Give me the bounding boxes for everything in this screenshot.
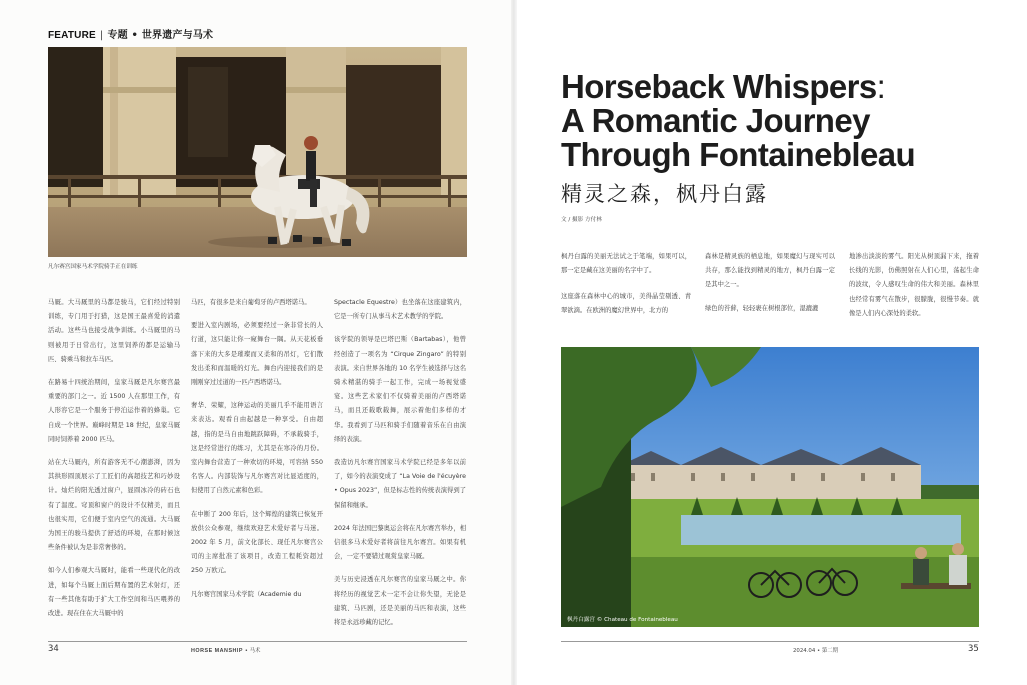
byline: 文 / 摄影 方付林 — [561, 217, 602, 223]
paragraph: 在中断了 200 年后，这个辉煌的建筑已恢复开放供公众参观，继续欢迎艺术爱好者与马迷。2002 年 5 月，前文化部长、现任凡尔赛宫公司的主席批准了该项目，改造工程耗资超过 250 万欧元。 — [191, 510, 323, 575]
body-column-4-continued — [561, 290, 691, 327]
paragraph: 该学院的领导是巴塔巴斯（Bartabas），他曾经创造了一项名为 “Cirque Zingaro” 的特别表演。来自世界各地的 10 名学生被选择与这名骑术精湛的骑手一起工作，完成一场视觉盛宴。这些艺术家们不仅骑着美丽的卢西塔诺马，而且还载歌载舞，展示着他们多样的才华。我看到了马匹和骑手们随着音乐在自由演绎的表演。 — [334, 336, 466, 443]
footer-rule-right — [561, 641, 979, 642]
page-gutter — [511, 0, 517, 685]
paragraph: 马匹，有很多是来自葡萄牙的卢西塔诺马。 — [191, 299, 311, 306]
paragraph: 枫丹白露的美丽无法试之于笔端，如果可以，那一定是藏在这美丽的名字中了。 — [561, 253, 691, 275]
paragraph: 2024 年法国巴黎奥运会将在凡尔赛宫举办，相信很多马术爱好者将前往凡尔赛宫。如果有机会，一定不要错过观赏皇家马厩。 — [334, 524, 466, 561]
page-number-right: 35 — [968, 644, 979, 654]
title-line-2: A Romantic Journey — [561, 102, 870, 139]
title-line-3: Through Fontainebleau — [561, 136, 916, 173]
paragraph: 森林是精灵族的栖息地，如果魔幻与现实可以共存，那么能找到精灵的地方，枫丹白露一定是其中之一。 — [705, 253, 835, 289]
article-title — [561, 70, 981, 172]
title-line-1: Horseback Whispers — [561, 68, 877, 105]
chinese-subtitle: 精灵之森，枫丹白露 — [561, 182, 768, 206]
right-photo-caption: 枫丹白露宫 © Chateau de Fontainebleau — [567, 617, 678, 623]
paragraph: 在路易十四统治期间，皇家马厩是凡尔赛宫最重要的部门之一。近 1500 人在那里工作，有人形容它是一个服务于停泊运作着的蜂巢。它自成一个世界。巅峰时期是 18 世纪，皇家马厩同时饲养着 2000 匹马。 — [48, 379, 180, 443]
topic-label: 专题 • 世界遗产与马术 — [107, 30, 214, 41]
paragraph: 马厩。大马厩里的马都是骏马，它们经过特别训练，专门用于打猎，这是国王最喜爱的消遣活动。这些马也接受战争训练。小马厩里的马则被用于日常出行，这里饲养的都是运输马匹、骑乘马和拉车马匹。 — [48, 299, 180, 363]
paragraph: 站在大马厩内，所有游客无不心潮澎湃，因为其拱形圆顶展示了工匠们的高超技艺和巧妙设计。灿烂的阳光透过窗户，显圆冰冷的砖石也有了温度。穹顶和窗户的设计不仅精美，而且也很实用，它们便于室内空气的流通。大马厩为国王的骏马提供了舒适的环境，在那时候这些条件被认为是非常奢侈的。 — [48, 459, 180, 552]
left-photo-caption: 凡尔赛宫国家马术学院骑手正在训练 — [48, 264, 138, 270]
body-column-3 — [334, 296, 466, 639]
header-separator: | — [99, 30, 104, 41]
body-column-5 — [705, 250, 835, 325]
paragraph: 要进入室内剧场，必须要经过一条非常长的人行道，这只能让你一窥舞台一隅。从天花板垂落下来的大多是璀璨而又柔和的吊灯，它们散发出柔和而温暖的灯光。舞台内迎接我们的是刚刚穿过过道的一匹卢西塔诺马。 — [191, 322, 323, 387]
body-column-2 — [191, 296, 323, 611]
paragraph: 美与历史浸透在凡尔赛宫的皇家马厩之中。你将经历的视觉艺术一定不会让你失望，无论是建筑、马匹剧，还是美丽的马匹和表演，这些将是永远珍藏的记忆。 — [334, 576, 466, 627]
paragraph: 我造访凡尔赛宫国家马术学院已经是多年以前了，如今的表演变成了 “La Voie de l'écuyère • Opus 2023”，但是标志性的传统表演得到了保留和继承。 — [334, 459, 466, 509]
issue-date: 2024.04 • 第二期 — [793, 648, 839, 654]
section-header — [48, 26, 213, 41]
paragraph: 绿色的苔藓，轻轻裹在树根部位，湿漉漉 — [705, 304, 819, 312]
body-column-4 — [561, 250, 691, 287]
paragraph: 凡尔赛宫国家马术学院（Academie du — [191, 590, 302, 598]
body-column-6 — [849, 250, 979, 330]
paragraph: 如今人们参观大马厩时，能看一些现代化的改进，如每个马厩上面后期布置的艺术射灯，还有一些其他有助于扩大工作空间和马匹喂养的改进。现在住在大马厩中的 — [48, 567, 180, 618]
title-colon: : — [876, 68, 886, 105]
paragraph: Spectacle Equestre）也坐落在这座建筑内，它是一所专门从事马术艺术教学的学院。 — [334, 299, 466, 321]
paragraph: 地渗出淡淡的雾气。阳光从树顶漏下来，拖着长线的光影，仿佛照射在人们心里，荡起生命的波纹，令人感叹生命的伟大和美丽。森林里也经常有雾气在散步，很朦胧，很慢节奏。就像是人们内心深处的柔软。 — [849, 253, 979, 317]
magazine-name — [191, 646, 260, 654]
body-column-1 — [48, 296, 180, 630]
fontainebleau-palace-photo — [561, 347, 979, 627]
magazine-title: HORSE MANSHIP — [191, 648, 244, 654]
paragraph: 奢华、荣耀，这种运动的美丽几乎不能用语言来表达。观看自由起越是一种享受。自由超越，指的是马自由地跳跃障碍，不承载骑手，这是经常进行的练习，尤其是在寒冷的月份。室内舞台营造了一种欢切的环境，可容纳 550 名客人。内部装饰与凡尔赛宫对比显适度的，但使用了自然元素和色彩。 — [191, 402, 323, 495]
page-number-left: 34 — [48, 644, 59, 654]
horse-rider-photo — [48, 47, 467, 257]
feature-label: FEATURE — [48, 30, 96, 41]
footer-rule-left — [48, 641, 467, 642]
magazine-title-cn: • 马术 — [244, 648, 261, 654]
paragraph: 这座落在森林中心的城市，美得晶莹剔透、青翠欲滴。在欧洲的魔幻世界中，北方的 — [561, 293, 691, 315]
